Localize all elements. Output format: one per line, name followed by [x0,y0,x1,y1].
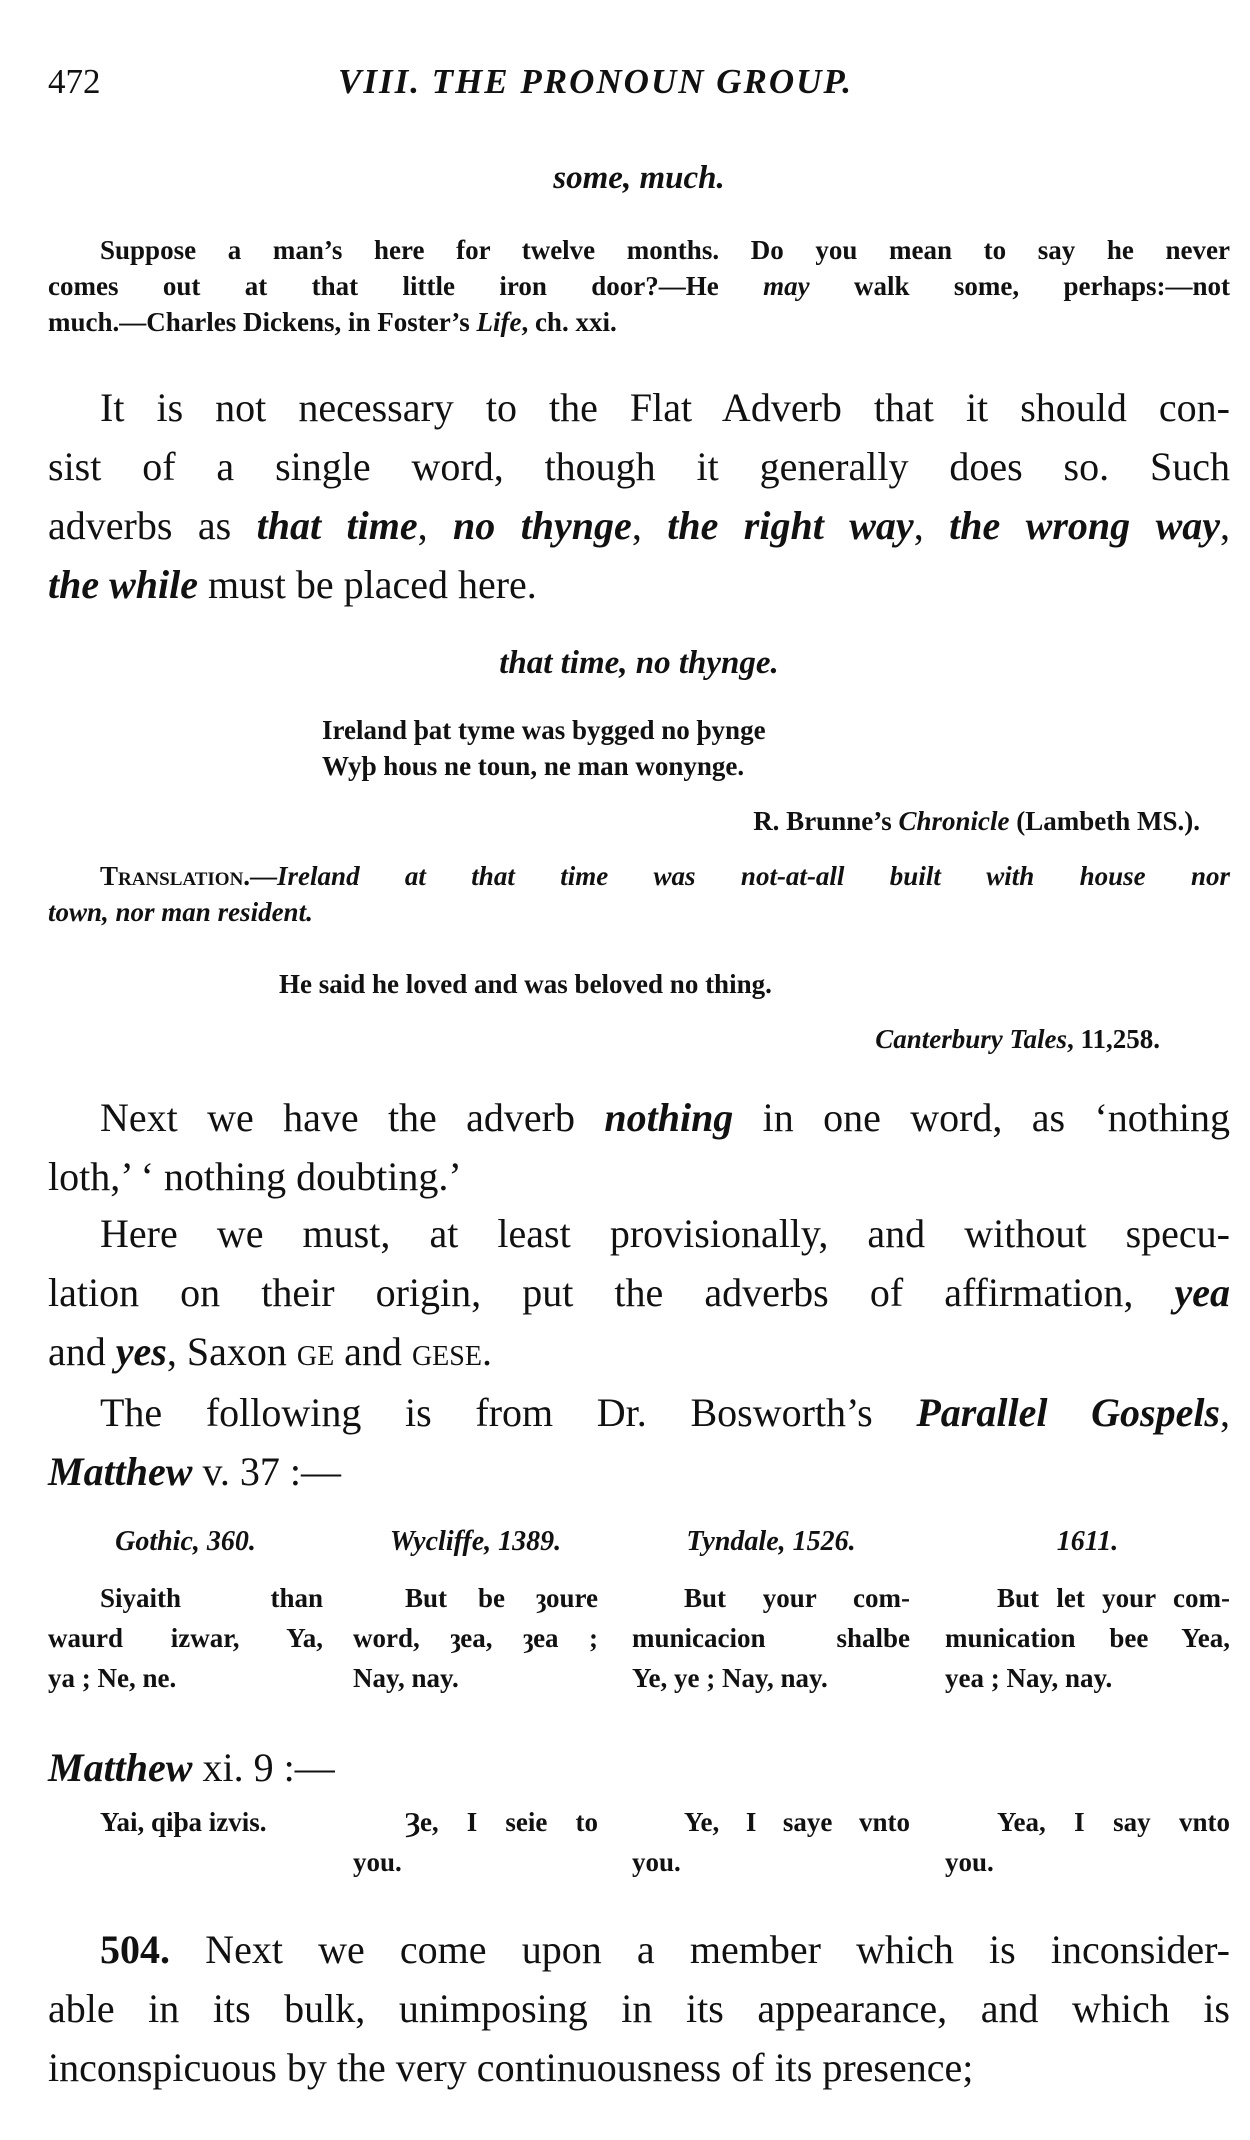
text-run: the right way [667,503,914,548]
column-header [48,1522,323,1562]
text-run: no thynge [453,503,632,548]
text-line [48,1442,1230,1501]
column-header [632,1522,910,1562]
text-run: yea ; Nay, nay. [945,1663,1113,1693]
text-run: munication bee Yea, [945,1623,1230,1653]
text-line [632,1658,910,1698]
text-run: that time [256,503,418,548]
text-line [632,1618,910,1658]
text-run: — [250,861,278,891]
text-run: gese [411,1329,482,1374]
text-line [48,1322,1230,1381]
text-run: the wrong way [949,503,1221,548]
column-text [632,1802,910,1882]
text-line [48,1088,1230,1147]
text-line [48,1979,1230,2038]
text-line [48,1920,1230,1979]
text-run: inconspicuous by the very continuousness of its presence; [48,2045,974,2090]
text-line [632,1802,910,1842]
text-run: Parallel Gospels [916,1390,1220,1435]
text-line [322,712,942,748]
column-text [632,1578,910,1698]
text-run: Matthew [48,1449,193,1494]
text-run: The following is from Dr. Bosworth’s [100,1390,917,1435]
text-run: comes out at that little iron door?—He [48,271,764,301]
text-line [48,378,1230,437]
text-run: , Saxon [166,1329,297,1374]
text-line [353,1618,598,1658]
text-run: Life [476,307,522,337]
text-run: It is not necessary to the Flat Adverb that it should con- [100,385,1230,430]
text-run: xi. 9 :— [192,1745,335,1790]
text-run: Here we must, at least provisionally, and without specu- [100,1211,1230,1256]
text-line [48,496,1230,555]
text-run: , [1220,503,1231,548]
text-run: , ch. xxi. [521,307,617,337]
text-run: must be placed here. [198,562,537,607]
column-text [48,1578,323,1698]
running-header [48,62,1230,107]
text-line [353,1842,598,1882]
column-text [48,1802,323,1842]
text-run: lation on their origin, put the adverbs of affirmation, [48,1270,1175,1315]
text-line [48,2038,1230,2097]
text-line [632,1578,910,1618]
text-run: may [763,271,810,301]
text-line [945,1618,1230,1658]
text-line [322,748,942,784]
text-run: Yai, qiþa izvis. [100,1807,267,1837]
text-line [48,858,1230,894]
text-run: Gothic [115,1526,193,1557]
text-run: But your com- [684,1583,910,1613]
text-line [48,268,1230,304]
text-line [48,894,1230,930]
text-run: , 1526. [778,1526,856,1557]
verse-chaucer: He said he loved and was beloved no thing. [279,969,772,999]
text-run: Wycliffe [389,1526,485,1557]
paragraph-504 [48,1920,1230,2097]
column-header [353,1522,598,1562]
text-line [48,1383,1230,1442]
text-run: Wyþ hous ne toun, ne man wonynge. [322,751,745,781]
text-line [48,304,1230,340]
text-line [48,232,1230,268]
paragraph-flat-adverb [48,378,1230,614]
text-run: 1611. [1056,1526,1119,1557]
translation [48,858,1230,930]
text-run: adverbs as [48,503,257,548]
text-line [632,1842,910,1882]
text-run: v. 37 :— [192,1449,341,1494]
text-run: loth,’ ‘ nothing doubting.’ [48,1154,462,1199]
text-run: , [631,503,668,548]
attribution-chaucer [600,1021,1160,1057]
section-heading-that-time: that time, no thynge. [499,645,779,681]
text-line [48,1578,323,1618]
heading-matthew-xi9 [48,1738,1230,1797]
text-line [48,555,1230,614]
text-run: Suppose a man’s here for twelve months. Do you mean to say he never [100,235,1230,265]
text-run: town, nor man resident. [48,897,313,927]
text-run: ge [296,1329,335,1374]
text-run: Ireland at that time was not-at-all built with house nor [277,861,1230,891]
text-run: Siyaith than [100,1583,323,1613]
text-run: Next we have the adverb [100,1095,605,1140]
text-run: word, ȝea, ȝea ; [353,1623,598,1653]
text-run: able in its bulk, unimposing in its appearance, and which is [48,1986,1230,2031]
text-run: Yea, I say vnto [997,1807,1230,1837]
text-run: Ireland þat tyme was bygged no þynge [322,715,766,745]
page-number: 472 [48,62,101,101]
text-run: , 11,258. [1066,1024,1160,1054]
running-title: VIII. THE PRONOUN GROUP. [338,62,854,101]
text-line [353,1802,598,1842]
column-header [945,1522,1230,1562]
text-run: Chronicle [898,806,1010,836]
text-run: you. [632,1847,681,1877]
text-line [48,1658,323,1698]
text-line [48,1618,323,1658]
column-text [945,1578,1230,1698]
text-line [945,1842,1230,1882]
text-run: , 1389. [484,1526,562,1557]
text-run: walk some, perhaps:—not [809,271,1230,301]
text-run: Nay, nay. [353,1663,459,1693]
text-run: and [334,1329,412,1374]
text-run: Canterbury Tales [875,1024,1067,1054]
text-run: , [1220,1390,1230,1435]
column-text [353,1578,598,1698]
text-line [945,1802,1230,1842]
column-text [353,1802,598,1882]
text-line [945,1578,1230,1618]
text-line [48,1147,1230,1206]
text-run: much.—Charles Dickens, in Foster’s [48,307,477,337]
text-line [353,1658,598,1698]
text-run: (Lambeth MS.). [1009,806,1200,836]
text-run: in one word, as ‘nothing [733,1095,1230,1140]
text-run: , [417,503,454,548]
text-run: you. [353,1847,402,1877]
text-run: waurd izwar, Ya, [48,1623,323,1653]
text-run: But let your com- [997,1583,1230,1613]
text-run: Translation. [100,861,251,891]
text-line [48,1802,323,1842]
text-line [353,1578,598,1618]
text-run: Ye, ye ; Nay, nay. [632,1663,828,1693]
text-run: , 360. [192,1526,256,1557]
text-line [945,1658,1230,1698]
text-line [48,437,1230,496]
text-run: R. Brunne’s [753,806,899,836]
text-run: ya ; Ne, ne. [48,1663,177,1693]
text-run: Next we come upon a member which is inconsider- [170,1927,1230,1972]
text-run: nothing [604,1095,734,1140]
text-run: 504. [100,1927,170,1972]
text-line [48,1263,1230,1322]
text-run: , [913,503,950,548]
text-run: you. [945,1847,994,1877]
text-run: . [481,1329,492,1374]
text-run: sist of a single word, though it generally does so. Such [48,444,1230,489]
quote-dickens [48,232,1230,340]
text-run: and [48,1329,116,1374]
text-run: Ye, I saye vnto [684,1807,910,1837]
paragraph-affirmation [48,1204,1230,1381]
text-run: Tyndale [686,1526,779,1557]
text-run: municacion shalbe [632,1623,910,1653]
text-run: yes [115,1329,167,1374]
text-run: yea [1174,1270,1230,1315]
text-run: the while [48,562,199,607]
text-run: But be ȝoure [405,1583,598,1613]
paragraph-nothing [48,1088,1230,1206]
text-line [48,1204,1230,1263]
attribution-brunne [560,803,1200,839]
verse-brunne [322,712,942,784]
paragraph-bosworth [48,1383,1230,1501]
text-run: Matthew [48,1745,193,1790]
section-heading-some-much: some, much. [553,160,725,196]
text-run: Ȝe, I seie to [405,1807,598,1837]
column-text [945,1802,1230,1882]
